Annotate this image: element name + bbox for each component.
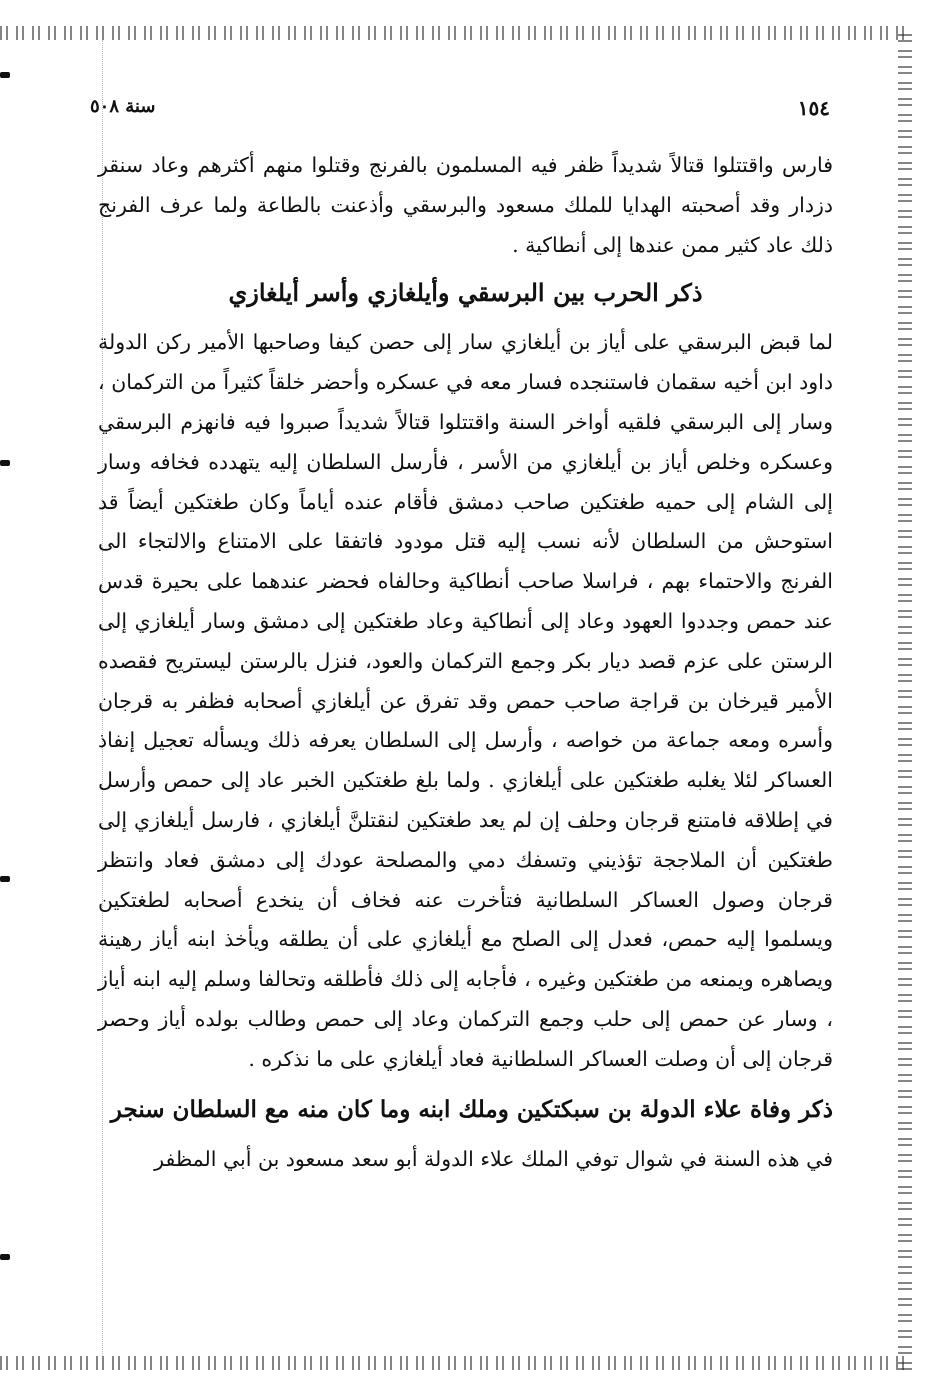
page-body — [98, 146, 833, 1179]
right-ornamental-border — [898, 26, 912, 1370]
margin-mark — [0, 72, 10, 78]
page-header — [90, 96, 830, 126]
margin-mark — [0, 460, 10, 466]
section-heading-war-bursuqi-ilghazi: ذكر الحرب بين البرسقي وأيلغازي وأسر أيلغازي — [228, 278, 703, 308]
running-head-year: سنة ٥٠٨ — [90, 96, 156, 117]
bottom-ornamental-border — [0, 1356, 912, 1370]
top-ornamental-border — [0, 26, 912, 40]
margin-mark — [0, 1254, 10, 1260]
section-body-war-bursuqi-ilghazi: لما قبض البرسقي على أياز بن أيلغازي سار إلى حصن كيفا وصاحبها الأمير ركن الدولة داود ابن أخيه سقمان فاستنجده فسار معه في عسكره وأحضر خلقاً كثيراً من التركمان ، وسار إلى البرسقي فلقيه أواخر السنة واقتتلوا قتالاً شديداً صبروا فيه فانهزم البرسقي وعسكره وخلص أياز بن أيلغازي من الأسر ، فأرسل السلطان إليه يتهدده فخافه وسار إلى الشام إلى حميه طغتكين صاحب دمشق فأقام عنده أياماً وكان طغتكين أيضاً قد استوحش من السلطان لأنه نسب إليه قتل مودود فاتفقا على الامتناع والالتجاء الى الفرنج والاحتماء بهم ، فراسلا صاحب أنطاكية وحالفاه فحضر عندهما على بحيرة قدس عند حمص وجددوا العهود وعاد إلى أنطاكية وعاد طغتكين إلى دمشق وسار أيلغازي إلى الرستن على عزم قصد ديار بكر وجمع التركمان والعود، فنزل بالرستن ليستريح فقصده الأمير قيرخان بن قراجة صاحب حمص وقد تفرق عن أيلغازي أصحابه فظفر به قرجان وأسره ومعه جماعة من خواصه ، وأرسل إلى السلطان يعرفه ذلك ويسأله تعجيل إنفاذ العساكر لئلا يغلبه طغتكين على أيلغازي . ولما بلغ طغتكين الخبر عاد إلى حمص وأرسل في إطلاقه فامتنع قرجان وحلف إن لم يعد طغتكين لنقتلنَّ أيلغازي ، فارسل أيلغازي إلى طغتكين أن الملاججة تؤذيني وتسفك دمي والمصلحة عودك إلى دمشق فعاد وانتظر قرجان وصول العساكر السلطانية فتأخرت عنه فخاف أن ينخدع أصحابه لطغتكين ويسلموا إليه حمص، فعدل إلى الصلح مع أيلغازي على أن يطلقه ويأخذ ابنه أياز رهينة ويصاهره ويمنعه من طغتكين وغيره ، فأجابه إلى ذلك فأطلقه وتحالفا وسلم إليه ابنه أياز ، وسار عن حمص إلى حلب وجمع التركمان وعاد إلى حمص وطالب بولده أياز وحصر قرجان إلى أن وصلت العساكر السلطانية فعاد أيلغازي على ما نذكره . — [98, 330, 833, 1071]
section-heading-death-ala-al-dawla: ذكر وفاة علاء الدولة بن سبكتكين وملك ابنه وما كان منه مع السلطان سنجر — [110, 1095, 833, 1123]
section-body-death-ala-al-dawla: في هذه السنة في شوال توفي الملك علاء الدولة أبو سعد مسعود بن أبي المظفر — [154, 1146, 833, 1171]
margin-mark — [0, 876, 10, 882]
page-number: ١٥٤ — [797, 96, 830, 120]
opening-paragraph: فارس واقتتلوا قتالاً شديداً ظفر فيه المسلمون بالفرنج وقتلوا منهم أكثرهم وعاد سنقر دزدار وقد أصحبته الهدايا للملك مسعود والبرسقي وأذعنت بالطاعة ولما عرف الفرنج ذلك عاد كثير ممن عندها إلى أنطاكية . — [98, 153, 833, 257]
